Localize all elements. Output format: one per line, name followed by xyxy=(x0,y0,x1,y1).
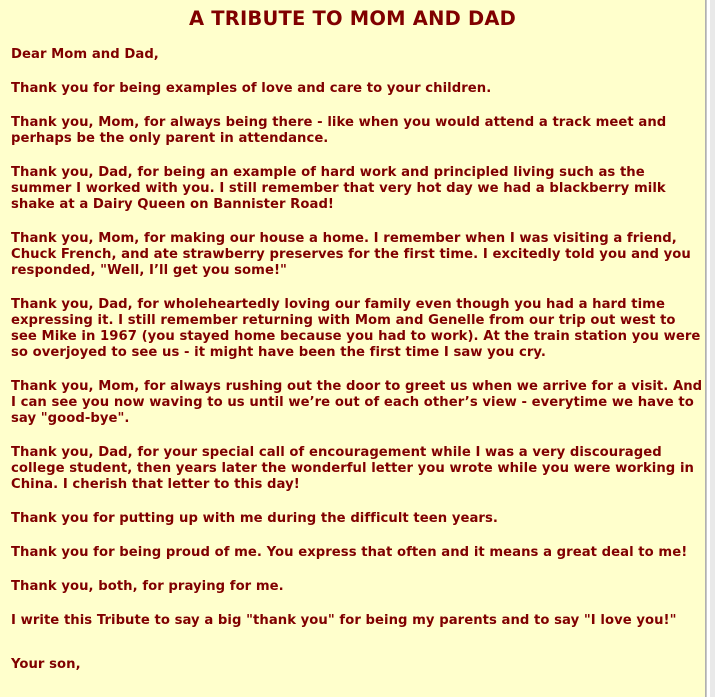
letter-paragraph-4: Thank you, Mom, for making our house a home. I remember when I was visiting a friend, Chuck French, and ate strawberry preserves for the first time. I excitedly told you and you responded, "Well, I’ll get you some!" xyxy=(11,231,691,278)
letter-paragraph-6: Thank you, Mom, for always rushing out the door to greet us when we arrive for a visit. And I can see you now waving to us until we’re out of each other’s view - everytime we have to say "good-bye". xyxy=(11,379,703,426)
letter-paragraph-9: Thank you for being proud of me. You express that often and it means a great deal to me! xyxy=(11,545,688,560)
letter-paragraph-10: Thank you, both, for praying for me. xyxy=(11,579,284,594)
letter-paragraph-2: Thank you, Mom, for always being there - like when you would attend a track meet and perhaps be the only parent in attendance. xyxy=(11,115,667,146)
letter-paragraph-1: Thank you for being examples of love and care to your children. xyxy=(11,81,492,96)
scrollbar-track[interactable] xyxy=(710,0,715,697)
letter-greeting: Dear Mom and Dad, xyxy=(11,47,159,62)
page-title: A TRIBUTE TO MOM AND DAD xyxy=(188,7,517,30)
letter-paragraph-8: Thank you for putting up with me during the difficult teen years. xyxy=(11,511,498,526)
letter-paragraph-7: Thank you, Dad, for your special call of encouragement while I was a very discouraged college student, then years later the wonderful letter you wrote while you were working in China. I cherish that letter to this day! xyxy=(11,445,694,492)
letter-paragraph-3: Thank you, Dad, for being an example of hard work and principled living such as the summer I worked with you. I still remember that very hot day we had a blackberry milk shake at a Dairy Queen on Bannister Road! xyxy=(11,165,666,212)
window-scrollbar[interactable] xyxy=(706,0,717,697)
letter-closing: Your son, xyxy=(11,657,81,672)
letter-paragraph-11: I write this Tribute to say a big "thank you" for being my parents and to say "I love you!" xyxy=(11,613,677,628)
letter-body xyxy=(11,47,706,691)
letter-paragraph-5: Thank you, Dad, for wholeheartedly loving our family even though you had a hard time expressing it. I still remember returning with Mom and Genelle from our trip out west to see Mike in 1967 (you stayed home because you had to work). At the train station you were so overjoyed to see us - it might have been the first time I saw you cry. xyxy=(11,297,701,360)
